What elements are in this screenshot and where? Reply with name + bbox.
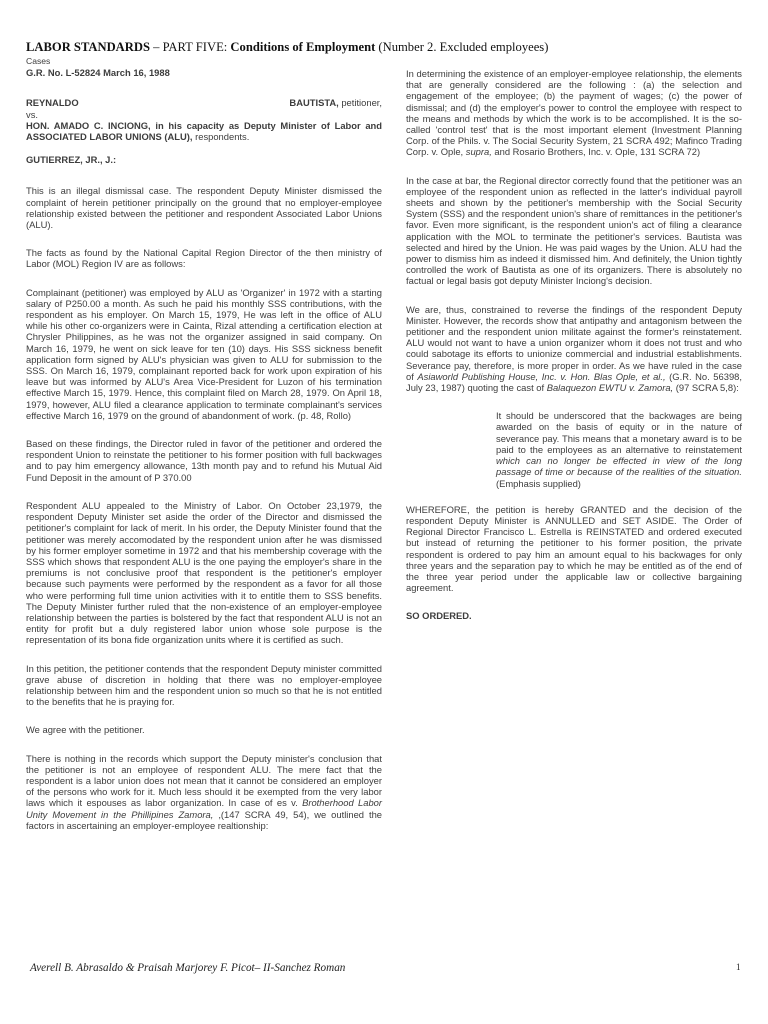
right-column [406, 68, 742, 639]
paragraph-text: There is nothing in the records which support the Deputy minister's conclusion that the petitioner is not an employee of respondent ALU. The mere fact that the respondent is a labor union does not mean that it cannot be considered an employer of the persons who work for it. Much less should it be exempted from the very labor laws which it espouses as labor organization. In case of es v. [26, 752, 382, 809]
paragraph-text: (97 SCRA 5,8): [673, 382, 739, 394]
so-ordered: SO ORDERED. [406, 610, 472, 622]
petitioner-role: petitioner, [338, 97, 382, 109]
paragraph: In this petition, the petitioner contends that the respondent Deputy minister committed grave abuse of discretion in holding that there was no employer-employee relationship between him and the respondent union so much so that he is not entitled to the benefits that he is praying for. [26, 662, 382, 708]
document-header [26, 40, 746, 55]
case-number: G.R. No. L-52824 March 16, 1988 [26, 67, 170, 79]
paragraph: This is an illegal dismissal case. The respondent Deputy Minister dismissed the complaint of herein petitioner principally on the ground that no employer-employee relationship existed between the petitioner and respondent Associated Labor Unions (ALU). [26, 185, 382, 231]
citation-italic: supra, [465, 146, 492, 158]
header-separator: – PART FIVE: [149, 40, 231, 54]
case-citation: Asiaworld Publishing House, Inc. v. Hon. Blas Ople, et al., [417, 370, 666, 382]
paragraph: Complainant (petitioner) was employed by ALU as 'Organizer' in 1972 with a starting salary of P250.00 a month. As such he paid his monthly SSS contributions, with the respondent as his employer. On March 15, 1979, He was left in the office of ALU while his other co-organizers were in Cainta, Rizal attending a certification election at Chrysler Philippines, as he was not the organizer assigned in said company. On March 16, 1979, he went on sick leave for ten (10) days. His SSS sickness benefit application form signed by ALU's physician was given to ALU for submission to the SSS. On March 16, 1979, complainant reported back for work upon expiration of his leave but was informed by ALU's Area Vice-President for Luzon of his termination effective March 15, 1979. Hence, this complaint filed on March 28, 1979. On April 18, 1979, however, ALU filed a clearance application to terminate complainant's services effective March 16, 1979 on the ground of abandonment of work. (p. 48, Rollo) [26, 286, 382, 421]
paragraph-text: and Rosario Brothers, Inc. v. Ople, 131 SCRA 72) [491, 146, 701, 158]
paragraph-text: ,(147 SCRA 49, 54), we outlined the factors in ascertaining an employer-employee realtionship: [26, 808, 382, 831]
petitioner-role-line [289, 97, 382, 108]
petitioner-name: REYNALDO [26, 97, 79, 109]
paragraph: Based on these findings, the Director ruled in favor of the petitioner and ordered the respondent Union to reinstate the petitioner to his former position with full backwages and to pay him emergency allowance, 13th month pay and to refund his Mutual Aid Fund Deposit in the amount of P 370.00 [26, 438, 382, 483]
quote-emphasis: which can no longer be effected in view of the long passage of time or because of the realities of the situation. [496, 455, 742, 478]
paragraph: In the case at bar, the Regional director correctly found that the petitioner was an employee of the respondent union as reflected in the latter's individual payroll sheets and shown by the petitioner's membership with the Social Security System (SSS) and the respondent union's share of remittances in the petitioner's favor. Even more significant, is the respondent union's act of filing a clearance application with the MOL to terminate the petitioner's services. Bautista was selected and hired by the Union. He was paid wages by the Union. ALU had the power to dismiss him as indeed it dismissed him. And definitely, the Union tightly controlled the work of Bautista as one of its organizers. There is absolutely no factual or legal basis got deputy Minister Inciong's decision. [406, 174, 742, 287]
paragraph-text: We are, thus, constrained to reverse the findings of the respondent Deputy Minister. However, the records show that antipathy and antagonism between the petitioner and the respondent union militate against the former's reinstatement. ALU would not want to have a union organizer whom it does not trust and who could sabotage its efforts to unionize commercial and industrial establishments. Severance pay, therefore, is more proper in order. As we have ruled in the case of [406, 303, 742, 382]
respondent-line [26, 120, 382, 142]
versus: vs. [26, 108, 38, 120]
header-title: LABOR STANDARDS [26, 40, 150, 54]
case-citation: Brotherhood Labor Unity Movement in the Phillipines Zamora, [26, 797, 383, 820]
paragraph: The facts as found by the National Capital Region Director of the then ministry of Labor (MOL) Region IV are as follows: [26, 247, 382, 270]
header-subsection: (Number 2. Excluded employees) [375, 40, 549, 54]
page-number: 1 [736, 962, 741, 972]
header-section: Conditions of Employment [230, 40, 376, 54]
left-column [26, 56, 382, 848]
quote-text: It should be underscored that the backwages are being awarded on the basis of equity or in the nature of severance pay. This means that a monetary award is to be paid to the employees as an alternative to reinstatement [496, 410, 742, 455]
quote-text: (Emphasis supplied) [496, 477, 581, 489]
respondent-role: respondents. [192, 131, 250, 143]
petitioner-row [26, 97, 382, 108]
paragraph [26, 753, 382, 831]
petitioner-surname: BAUTISTA, [289, 97, 339, 109]
block-quote [496, 410, 742, 488]
ponente: GUTIERREZ, JR., J.: [26, 154, 117, 166]
dispositive-paragraph: WHEREFORE, the petition is hereby GRANTED and the decision of the respondent Deputy Minister is ANNULLED and SET ASIDE. The Order of Regional Director Francisco L. Estrella is REINSTATED and ordered executed but instead of returning the petitioner to his former position, the private respondent is ordered to pay him an amount equal to his backwages for only three years and the separation pay to which he may be entitled as of the end of the three year period under the applicable law or collective bargaining agreement. [406, 503, 742, 594]
paragraph-text: In determining the existence of an employer-employee relationship, the elements that are generally considered are the following : (a) the selection and engagement of the employee; (b) the payment of wages; (c) the power of dismissal; and (d) the employer's power to control the employee with respect to the means and methods by which the work is to be accomplished. It is the so-called 'control test' that is the most important element (Investment Planning Corp. of the Phils. v. The Social Security System, 21 SCRA 492; Mafinco Trading Corp. v. Ople, [406, 68, 742, 158]
paragraph [406, 68, 742, 158]
case-parties [26, 97, 382, 142]
case-citation: Balaquezon EWTU v. Zamora, [546, 382, 674, 394]
cases-label: Cases [26, 56, 51, 66]
paragraph: We agree with the petitioner. [26, 724, 145, 736]
footer-authors: Averell B. Abrasaldo & Praisah Marjorey F. Picot– II-Sanchez Roman [30, 962, 346, 974]
respondent-name: HON. AMADO C. INCIONG, in his capacity as Deputy Minister of Labor and ASSOCIATED LABOR UNIONS (ALU), [26, 119, 382, 143]
paragraph-text: (G.R. No. 56398, July 23, 1987) quoting the cast of [406, 370, 742, 394]
paragraph [406, 304, 742, 394]
paragraph: Respondent ALU appealed to the Ministry of Labor. On October 23,1979, the respondent Deputy Minister set aside the order of the Director and dismissed the petitioner's complaint for lack of merit. In his order, the Deputy Minister found that the petitioner was merely accomodated by the respondent union after he was dismissed by his former employer sometime in 1972 and that his membership coverage with the SSS which shows that respondent ALU is the one paying the employer's share in the premiums is not conclusive proof that respondent is the petitioner's employer because such payments were performed by the respondent as a favor for all those who were performing full time union activities with it to entitle them to SSS benefits. The Deputy Minister further ruled that the non-existence of an employer-employee relationship between the parties is bolstered by the fact that respondent ALU is not an entity for profit but a duly registered labor union whose sole purpose is the representation of its bona fide organization units where it is certified as such. [26, 499, 382, 646]
